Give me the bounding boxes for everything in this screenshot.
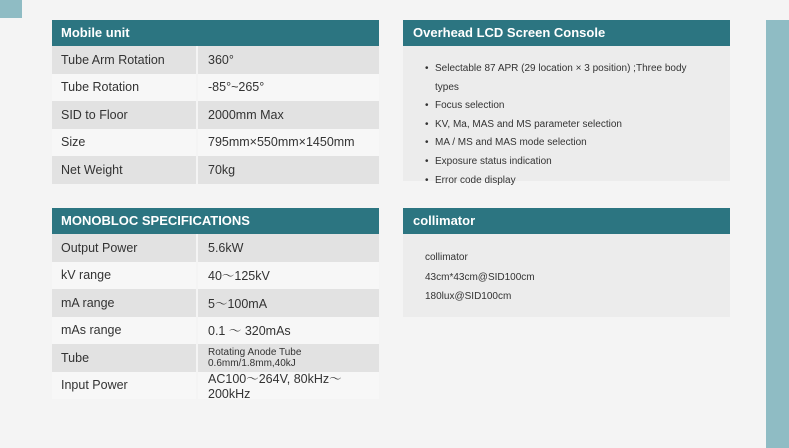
list-item: • Focus selection [425,97,708,116]
list-item: • KV, Ma, MAS and MS parameter selection [425,116,708,135]
spec-row [52,234,379,262]
spec-row [52,156,379,184]
spec-label: Input Power [61,378,128,393]
mobile-unit-title: Mobile unit [52,20,379,46]
spec-row [52,101,379,129]
overhead-console-body [403,46,730,202]
monobloc-title: MONOBLOC SPECIFICATIONS [52,208,379,234]
spec-row [52,344,379,372]
spec-value: 360° [196,46,379,74]
spec-label: Size [61,135,86,150]
spec-value: 795mm×550mm×1450mm [196,129,379,157]
spec-row [52,74,379,102]
spec-value: 40～125kV [196,262,379,290]
spec-value: AC100～264V, 80kHz～200kHz [196,372,379,400]
list-item: • Selectable 87 APR (29 location × 3 position) ;Three body types [425,60,708,97]
spec-label: kV range [61,268,112,283]
collimator-line: collimator [425,252,468,263]
spec-row [52,372,379,400]
spec-label: mAs range [61,323,122,338]
feature-list [425,60,708,190]
collimator-body [403,234,730,319]
spec-row [52,317,379,345]
right-accent-bar [766,20,789,448]
spec-label: Output Power [61,240,138,255]
spec-label: Net Weight [61,162,123,177]
collimator-line: 180lux@SID100cm [425,291,512,302]
spec-value: 2000mm Max [196,101,379,129]
corner-accent [0,0,22,18]
collimator-title: collimator [403,208,730,234]
list-item: • Exposure status indication [425,153,708,172]
list-item: • MA / MS and MAS mode selection [425,134,708,153]
spec-value: 5～100mA [196,289,379,317]
spec-label: Tube Rotation [61,80,140,95]
spec-row [52,46,379,74]
overhead-console-title: Overhead LCD Screen Console [403,20,730,46]
overhead-console-panel [403,20,730,186]
spec-label: Tube Arm Rotation [61,52,165,67]
spec-label: SID to Floor [61,107,128,122]
spec-row [52,289,379,317]
spec-row [52,129,379,157]
spec-value: -85°~265° [196,74,379,102]
spec-value: 5.6kW [196,234,379,262]
spec-row [52,262,379,290]
spec-value: 0.1 ～ 320mAs [196,317,379,345]
mobile-unit-table [52,20,379,184]
spec-value: Rotating Anode Tube 0.6mm/1.8mm,40kJ [196,344,379,372]
collimator-line: 43cm*43cm@SID100cm [425,271,535,283]
list-item: • Error code display [425,172,708,191]
collimator-panel [403,208,730,317]
spec-label: Tube [61,350,90,365]
monobloc-table [52,208,379,402]
spec-label: mA range [61,295,115,310]
spec-value: 70kg [196,156,379,184]
